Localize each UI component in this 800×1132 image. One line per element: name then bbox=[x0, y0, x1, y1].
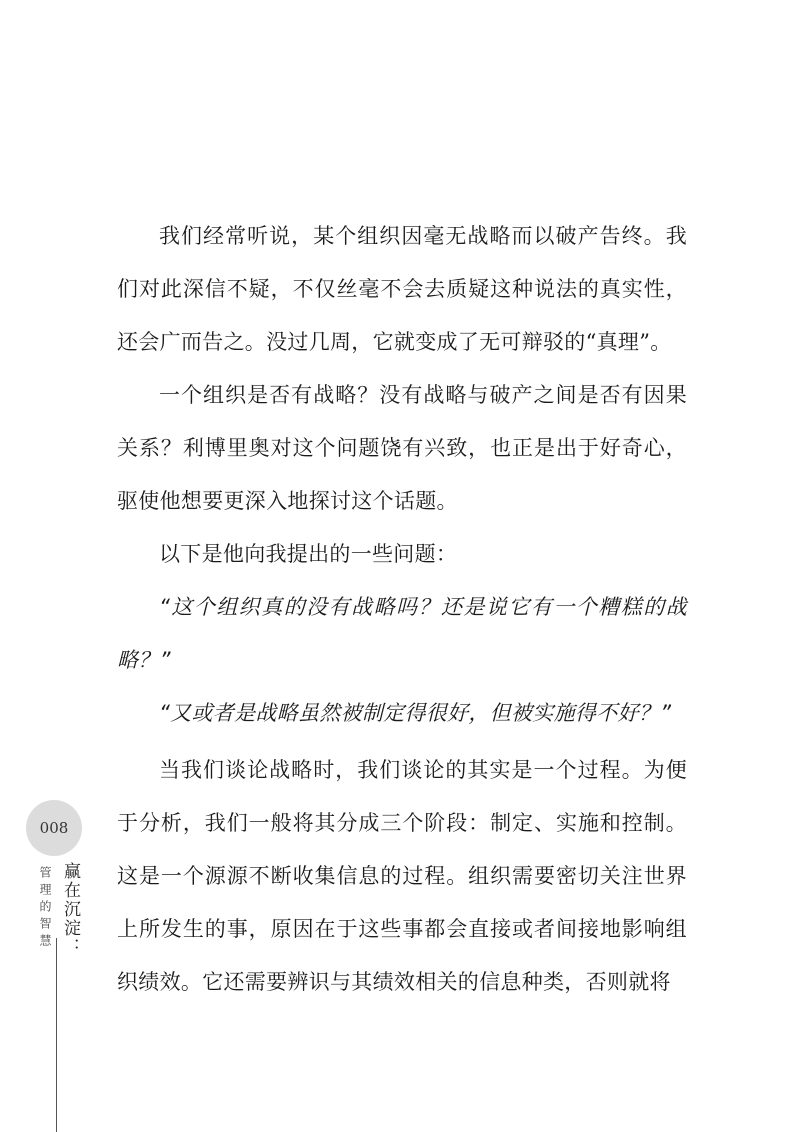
body-text-section-2 bbox=[117, 744, 687, 1009]
margin-divider bbox=[56, 938, 57, 1132]
paragraph: 我们经常听说，某个组织因毫无战略而以破产告终。我们对此深信不疑，不仅丝毫不会去质疑这种说法的真实性，还会广而告之。没过几周，它就变成了无可辩驳的“真理”。 bbox=[117, 224, 687, 354]
book-title: 赢在沉淀： bbox=[60, 862, 80, 957]
quote-paragraph: “这个组织真的没有战略吗？还是说它有一个糟糕的战略？” bbox=[117, 595, 687, 672]
paragraph: 以下是他向我提出的一些问题： bbox=[159, 542, 458, 566]
book-subtitle: 管理的智慧 bbox=[38, 866, 52, 951]
quote-paragraph: “又或者是战略虽然被制定得很好，但被实施得不好？” bbox=[159, 701, 672, 725]
body-text-section-1 bbox=[117, 210, 687, 740]
paragraph: 当我们谈论战略时，我们谈论的其实是一个过程。为便于分析，我们一般将其分成三个阶段：制定、实施和控制。这是一个源源不断收集信息的过程。组织需要密切关注世界上所发生的事，原因在于这些事都会直接或者间接地影响组织绩效。它还需要辨识与其绩效相关的信息种类，否则就将 bbox=[117, 758, 687, 994]
page-number-badge bbox=[26, 800, 82, 856]
page-number: 008 bbox=[39, 819, 69, 837]
paragraph: 一个组织是否有战略？没有战略与破产之间是否有因果关系？利博里奥对这个问题饶有兴致，也正是出于好奇心，驱使他想要更深入地探讨这个话题。 bbox=[117, 383, 687, 513]
